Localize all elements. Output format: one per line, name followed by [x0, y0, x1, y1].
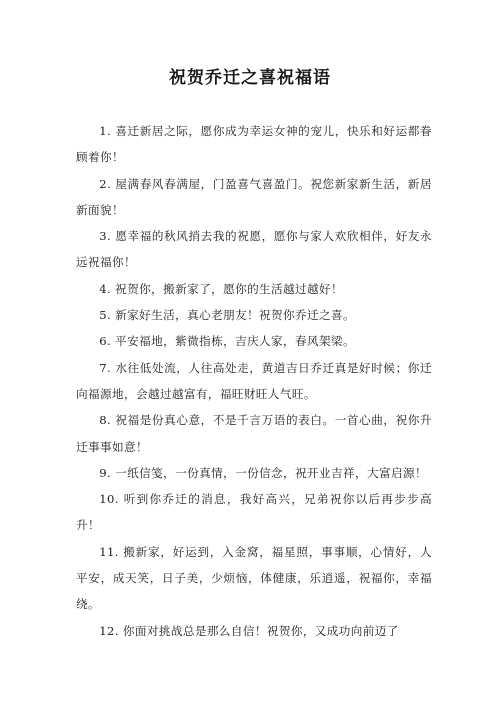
paragraph: 10. 听到你乔迁的消息，我好高兴，兄弟祝你以后再步步高升！	[76, 492, 432, 533]
paragraph: 12. 你面对挑战总是那么自信！祝贺你，又成功向前迈了	[99, 623, 399, 638]
paragraph: 9. 一纸信笺，一份真情，一份信念，祝开业吉祥，大富启源！	[99, 465, 427, 480]
paragraph: 2. 屋满春风春满屋，门盈喜气喜盈门。祝您新家新生活，新居新面貌！	[76, 176, 432, 217]
paragraph: 11. 搬新家，好运到，入金窝，福星照，事事顺，心情好，人平安，成天笑，日子美，少烦恼，体健康，乐逍遥，祝福你，幸福绕。	[76, 544, 432, 612]
paragraph: 7. 水往低处流，人往高处走，黄道吉日乔迁真是好时候；你迁向福源地，会越过越富有，福旺财旺人气旺。	[76, 360, 432, 401]
document-body	[76, 118, 432, 644]
paragraph: 8. 祝福是份真心意，不是千言万语的表白。一首心曲，祝你升迁事事如意！	[76, 413, 432, 454]
paragraph: 1. 喜迁新居之际，愿你成为幸运女神的宠儿，快乐和好运都眷顾着你！	[76, 124, 432, 165]
paragraph: 6. 平安福地，紫微指栋，吉庆人家，春风架梁。	[99, 334, 356, 349]
paragraph: 3. 愿幸福的秋风捎去我的祝愿，愿你与家人欢欣相伴，好友永远祝福你！	[76, 229, 432, 270]
paragraph: 4. 祝贺你，搬新家了，愿你的生活越过越好！	[99, 281, 344, 296]
document-title: 祝贺乔迁之喜祝福语	[169, 68, 331, 88]
paragraph: 5. 新家好生活，真心老朋友！祝贺你乔迁之喜。	[99, 308, 356, 323]
